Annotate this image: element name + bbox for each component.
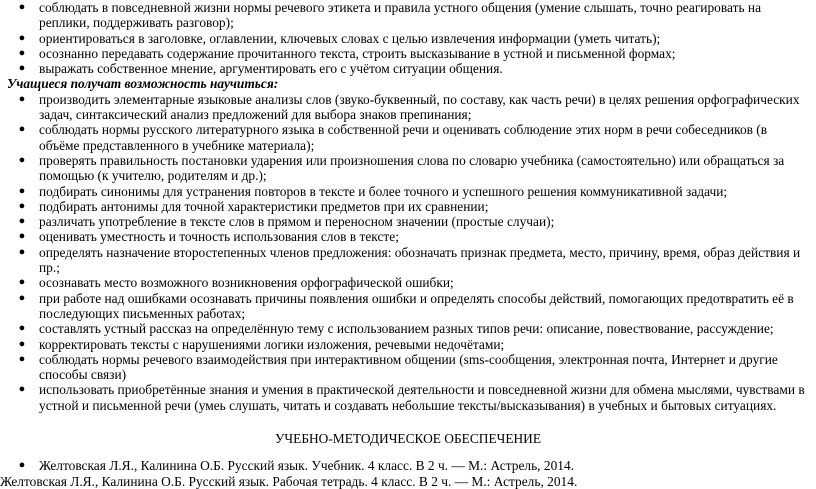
list-item-text: составлять устный рассказ на определённую тему с использованием разных типов речи: описание, повествование, рассуждение; <box>39 321 774 337</box>
bullet-icon: ● <box>18 322 26 335</box>
list-item <box>0 382 816 413</box>
list-item-text: различать употребление в тексте слов в прямом и переносном значении (простые случаи); <box>39 214 555 230</box>
bullet-icon: ● <box>18 459 26 472</box>
list-item <box>0 245 816 276</box>
bullet-icon: ● <box>18 46 26 59</box>
bullet-icon: ● <box>18 184 26 197</box>
list-item <box>0 214 816 229</box>
list-item <box>0 337 816 352</box>
list-item-text: определять назначение второстепенных членов предложения: обозначать признак предмета, место, причину, время, образ действия и пр.; <box>39 244 801 276</box>
resource-workbook: Желтовская Л.Я., Калинина О.Б. Русский язык. Рабочая тетрадь. 4 класс. В 2 ч. — М.: Астрель, 2014. <box>0 473 578 489</box>
list-item-text: использовать приобретённые знания и умения в практической деятельности и повседневной жизни для обмена мыслями, чувствами в устной и письменной речи (умеь слушать, читать и создавать небольшие тексты/высказывания) в учебных и бытовых ситуациях. <box>39 382 805 413</box>
bullet-icon: ● <box>18 153 26 166</box>
section-title-methodical-support: УЧЕБНО-МЕТОДИЧЕСКОЕ ОБЕСПЕЧЕНИЕ <box>274 431 542 447</box>
list-item-text: соблюдать нормы речевого взаимодействия при интерактивном общении (sms-сообщения, электронная почта, Интернет и другие способы связи) <box>39 351 778 383</box>
bullet-icon: ● <box>18 245 26 258</box>
list-item-text: оценивать уместность и точность использования слов в тексте; <box>39 229 399 245</box>
list-item <box>0 275 816 290</box>
list-item <box>0 352 816 383</box>
list-item <box>0 229 816 244</box>
list-item <box>0 458 816 473</box>
bullet-icon: ● <box>18 123 26 136</box>
list-item <box>0 0 816 31</box>
list-item <box>0 46 816 61</box>
bullet-icon: ● <box>18 276 26 289</box>
subheading-opportunities: Учащиеся получат возможность научиться: <box>7 76 279 92</box>
list-item-text: выражать собственное мнение, аргументировать его с учётом ситуации общения. <box>39 61 503 77</box>
list-item <box>0 199 816 214</box>
bullet-icon: ● <box>18 215 26 228</box>
list-item-text: осознанно передавать содержание прочитанного текста, строить высказывание в устной и письменной формах; <box>39 45 676 61</box>
list-item-text: соблюдать в повседневной жизни нормы речевого этикета и правила устного общения (умение слышать, точно реагировать на реплики, поддерживать разговор); <box>39 0 762 31</box>
bullet-icon: ● <box>18 199 26 212</box>
list-item <box>0 184 816 199</box>
list-item <box>0 61 816 76</box>
list-item-text: при работе над ошибками осознавать причины появления ошибки и определять способы действий, помогающих предотвратить её в последующих письменных работах; <box>39 290 794 321</box>
list-item-text: производить элементарные языковые анализы слов (звуко-буквенный, по составу, как часть речи) в целях решения орфографических задач, синтаксический анализ предложений для выбора знаков препинания; <box>39 91 800 123</box>
list-item <box>0 122 816 153</box>
list-item-text: осознавать место возможного возникновения орфографической ошибки; <box>39 275 454 291</box>
resources-list <box>0 458 816 473</box>
bullet-icon: ● <box>18 31 26 44</box>
list-item <box>0 321 816 336</box>
list-item-text: ориентироваться в заголовке, оглавлении, ключевых словах с целью извлечения информации (уметь читать); <box>39 30 661 46</box>
list-item-text: Желтовская Л.Я., Калинина О.Б. Русский язык. Учебник. 4 класс. В 2 ч. — М.: Астрель, 2014. <box>39 458 574 474</box>
bullet-icon: ● <box>18 337 26 350</box>
list-item-text: проверять правильность постановки ударения или произношения слова по словарю учебника (самостоятельно) или обращаться за помощью (к учителю, родителям и др.); <box>39 152 785 184</box>
bullet-icon: ● <box>18 383 26 396</box>
skills-list-basic <box>0 0 816 76</box>
list-item-text: корректировать тексты с нарушениями логики изложения, речевыми недочётами; <box>39 336 505 352</box>
bullet-icon: ● <box>18 291 26 304</box>
list-item-text: подбирать синонимы для устранения повторов в тексте и более точного и успешного решения коммуникативной задачи; <box>39 183 728 199</box>
list-item <box>0 291 816 322</box>
bullet-icon: ● <box>18 352 26 365</box>
bullet-icon: ● <box>18 92 26 105</box>
bullet-icon: ● <box>18 62 26 75</box>
list-item <box>0 92 816 123</box>
list-item <box>0 153 816 184</box>
skills-list-advanced <box>0 92 816 413</box>
list-item <box>0 31 816 46</box>
bullet-icon: ● <box>18 230 26 243</box>
list-item-text: подбирать антонимы для точной характеристики предметов при их сравнении; <box>39 198 489 214</box>
list-item-text: соблюдать нормы русского литературного языка в собственной речи и оценивать соблюдение этих норм в речи собеседников (в объёме представленного в учебнике материала); <box>39 122 768 153</box>
bullet-icon: ● <box>18 1 26 13</box>
